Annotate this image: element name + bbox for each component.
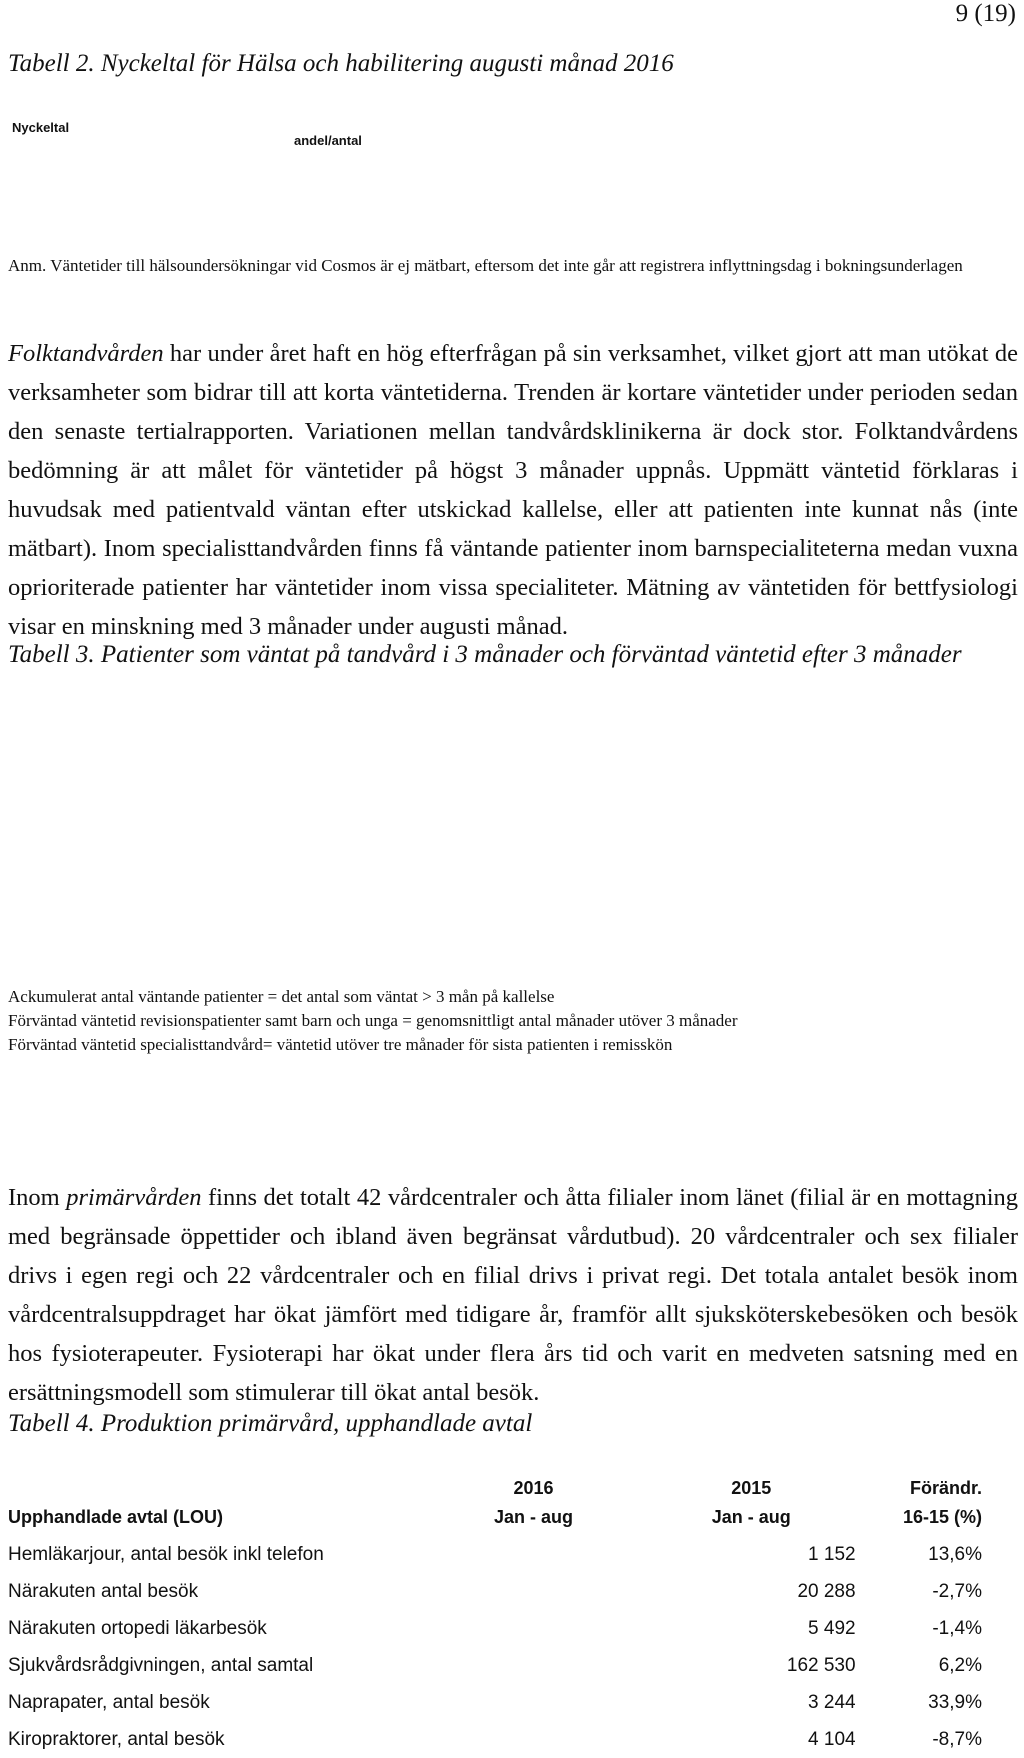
row-2016 bbox=[460, 1721, 607, 1758]
row-label: Sjukvårdsrådgivningen, antal samtal bbox=[8, 1654, 314, 1676]
table3-note: Förväntad väntetid specialisttandvård= väntetid utöver tre månader för sista patienten i remisskön bbox=[8, 1035, 673, 1054]
row-2015: 4 104 bbox=[808, 1728, 856, 1750]
folktandvarden-text: har under året haft en hög efterfrågan på sin verksamhet, vilket gjort att man utökat de verksamheter som bidrar till att korta väntetiderna. Trenden är kortare väntetider under perioden sedan den senaste tertialrapporten. Variationen mellan tandvårdsklinikerna är dock stor. Folktandvårdens bedömning är att målet för väntetider på högst 3 månader uppnås. Uppmätt väntetid förklaras i huvudsak med patientvald väntan efter utskickad kallelse, eller att patienten inte kunnat nås (inte mätbart). Inom specialisttandvården finns få väntande patienter inom barnspecialiteterna medan vuxna oprioriterade patienter har väntetider inom vissa specialiteter. Mätning av väntetiden för bettfysiologi visar en minskning med 3 månader under augusti månad. bbox=[8, 340, 1018, 640]
table3-caption: Tabell 3. Patienter som väntat på tandvård i 3 månader och förväntad väntetid efter 3 månader bbox=[8, 641, 962, 668]
row-change: -1,4% bbox=[932, 1617, 982, 1639]
table4-header-row bbox=[8, 1462, 998, 1499]
row-2015: 162 530 bbox=[786, 1654, 856, 1676]
row-2016 bbox=[460, 1647, 607, 1684]
table4-header-change-unit: 16-15 (%) bbox=[902, 1507, 982, 1527]
primarvarden-text: finns det totalt 42 vårdcentraler och åtta filialer inom länet (filial är en mottagning med begränsade öppettider och ibland även begränsat vårdutbud). 20 vårdcentraler och sex filialer drivs i egen regi och 22 vårdcentraler och en filial drivs i privat regi. Det totala antalet besök inom vårdcentralsuppdraget har ökat jämfört med tidigare år, framför allt sjuksköterskebesöken och besök hos fysioterapeuter. Fysioterapi har ökat under flera års tid och varit en medveten satsning med en ersättningsmodell som stimulerar till ökat antal besök. bbox=[8, 1184, 1018, 1406]
table3-note: Ackumulerat antal väntande patienter = det antal som väntat > 3 mån på kallelse bbox=[8, 987, 555, 1006]
row-2016 bbox=[460, 1610, 607, 1647]
row-label: Naprapater, antal besök bbox=[8, 1691, 210, 1713]
row-change: 6,2% bbox=[938, 1654, 982, 1676]
table-row bbox=[8, 1684, 998, 1721]
table4-header-label: Upphandlade avtal (LOU) bbox=[8, 1507, 224, 1527]
primarvarden-lead: primärvården bbox=[66, 1184, 202, 1211]
primarvarden-pre: Inom bbox=[8, 1184, 67, 1211]
table2-caption: Tabell 2. Nyckeltal för Hälsa och habilitering augusti månad 2016 bbox=[8, 50, 674, 77]
table4-header-2015: 2015 bbox=[731, 1478, 772, 1498]
table4-caption: Tabell 4. Produktion primärvård, upphandlade avtal bbox=[8, 1410, 533, 1437]
table4-header-empty bbox=[8, 1462, 460, 1499]
folktandvarden-lead: Folktandvården bbox=[8, 340, 164, 367]
table3-notes bbox=[8, 985, 738, 1057]
row-2015: 3 244 bbox=[808, 1691, 856, 1713]
folktandvarden-paragraph bbox=[8, 334, 1018, 646]
table3-note: Förväntad väntetid revisionspatienter samt barn och unga = genomsnittligt antal månader utöver 3 månader bbox=[8, 1011, 738, 1030]
row-label: Närakuten antal besök bbox=[8, 1580, 199, 1602]
row-2015: 1 152 bbox=[808, 1543, 856, 1565]
table-row bbox=[8, 1573, 998, 1610]
table4-subheader-row bbox=[8, 1499, 998, 1536]
row-2016 bbox=[460, 1536, 607, 1573]
row-2016 bbox=[460, 1573, 607, 1610]
primarvarden-paragraph bbox=[8, 1178, 1018, 1412]
row-2016 bbox=[460, 1684, 607, 1721]
row-change: -8,7% bbox=[932, 1728, 982, 1750]
table-row bbox=[8, 1610, 998, 1647]
table-row bbox=[8, 1721, 998, 1758]
anm-note: Anm. Väntetider till hälsoundersökningar vid Cosmos är ej mätbart, eftersom det inte går att registrera inflyttningsdag i bokningsunderlagen bbox=[8, 256, 963, 275]
table-row bbox=[8, 1647, 998, 1684]
table4-header-period-2016: Jan - aug bbox=[493, 1507, 573, 1527]
table4-header-period-2015: Jan - aug bbox=[711, 1507, 791, 1527]
table4-header-2016: 2016 bbox=[513, 1478, 554, 1498]
row-change: 13,6% bbox=[928, 1543, 982, 1565]
row-change: 33,9% bbox=[928, 1691, 982, 1713]
table4 bbox=[8, 1462, 998, 1758]
row-2015: 20 288 bbox=[797, 1580, 856, 1602]
page-number: 9 (19) bbox=[955, 0, 1016, 27]
row-2015: 5 492 bbox=[808, 1617, 856, 1639]
table4-header-change: Förändr. bbox=[909, 1478, 982, 1498]
table2-header-key: Nyckeltal bbox=[12, 120, 70, 135]
table2-header-share: andel/antal bbox=[294, 133, 362, 148]
row-change: -2,7% bbox=[932, 1580, 982, 1602]
table-row bbox=[8, 1536, 998, 1573]
row-label: Närakuten ortopedi läkarbesök bbox=[8, 1617, 267, 1639]
row-label: Hemläkarjour, antal besök inkl telefon bbox=[8, 1543, 324, 1565]
row-label: Kiropraktorer, antal besök bbox=[8, 1728, 225, 1750]
